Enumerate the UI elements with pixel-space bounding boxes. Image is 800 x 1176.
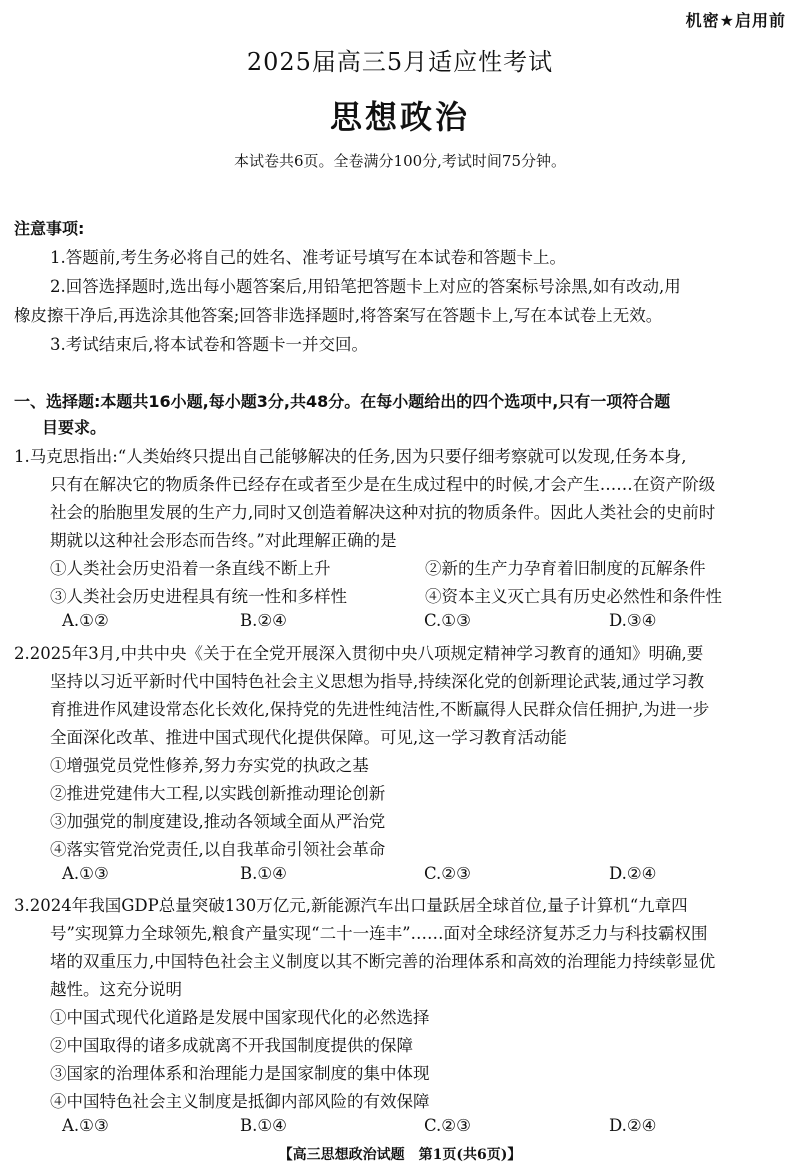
q1-choice-d: D.③④ xyxy=(609,611,657,630)
notice-item-3: 3.考试结束后,将本试卷和答题卡一并交回。 xyxy=(50,335,368,354)
section-heading-line-1: 一、选择题:本题共16小题,每小题3分,共48分。在每小题给出的四个选项中,只有一项符合题 xyxy=(14,392,671,411)
section-heading-line-2: 目要求。 xyxy=(42,418,107,437)
q1-statement-3: ③人类社会历史进程具有统一性和多样性 xyxy=(50,587,347,606)
exam-title: 2025届高三5月适应性考试 xyxy=(246,48,554,76)
exam-info: 本试卷共6页。全卷满分100分,考试时间75分钟。 xyxy=(233,152,567,170)
q1-stem-line-3: 社会的胎胞里发展的生产力,同时又创造着解决这种对抗的物质条件。因此人类社会的史前时 xyxy=(50,503,716,522)
subject-title: 思想政治 xyxy=(329,98,470,136)
q2-stem-line-2: 坚持以习近平新时代中国特色社会主义思想为指导,持续深化党的创新理论武装,通过学习教 xyxy=(50,672,704,691)
q3-choice-b: B.①④ xyxy=(240,1116,287,1135)
q2-choice-c: C.②③ xyxy=(424,864,471,883)
q2-choice-d: D.②④ xyxy=(609,864,657,883)
q2-statement-2: ②推进党建伟大工程,以实践创新推动理论创新 xyxy=(50,784,386,803)
q3-choice-a: A.①③ xyxy=(62,1116,109,1135)
q3-statement-4: ④中国特色社会主义制度是抵御内部风险的有效保障 xyxy=(50,1092,430,1111)
q1-stem-line-2: 只有在解决它的物质条件已经存在或者至少是在生成过程中的时候,才会产生……在资产阶级 xyxy=(50,475,716,494)
q1-stem-line-1: 1.马克思指出:“人类始终只提出自己能够解决的任务,因为只要仔细考察就可以发现,任务本身, xyxy=(14,447,687,466)
notice-item-2-line-1: 2.回答选择题时,选出每小题答案后,用铅笔把答题卡上对应的答案标号涂黑,如有改动,用 xyxy=(50,277,681,296)
notice-item-1: 1.答题前,考生务必将自己的姓名、准考证号填写在本试卷和答题卡上。 xyxy=(50,248,566,267)
q1-choice-c: C.①③ xyxy=(424,611,471,630)
q3-choice-d: D.②④ xyxy=(609,1116,657,1135)
q2-stem-line-1: 2.2025年3月,中共中央《关于在全党开展深入贯彻中央八项规定精神学习教育的通知》明确,要 xyxy=(14,644,704,663)
q3-stem-line-4: 越性。这充分说明 xyxy=(50,980,182,999)
classified-label: 机密★启用前 xyxy=(685,11,786,30)
q1-statement-2: ②新的生产力孕育着旧制度的瓦解条件 xyxy=(425,559,706,578)
q3-choice-c: C.②③ xyxy=(424,1116,471,1135)
q3-stem-line-2: 号”实现算力全球领先,粮食产量实现“二十一连丰”……面对全球经济复苏乏力与科技霸权围 xyxy=(50,924,708,943)
q2-statement-3: ③加强党的制度建设,推动各领域全面从严治党 xyxy=(50,812,386,831)
notice-item-2-line-2: 橡皮擦干净后,再选涂其他答案;回答非选择题时,将答案写在答题卡上,写在本试卷上无效。 xyxy=(14,306,663,325)
q3-stem-line-3: 堵的双重压力,中国特色社会主义制度以其不断完善的治理体系和高效的治理能力持续彰显优 xyxy=(50,952,716,971)
q1-choice-a: A.①② xyxy=(62,611,109,630)
q3-stem-line-1: 3.2024年我国GDP总量突破130万亿元,新能源汽车出口量跃居全球首位,量子计算机“九章四 xyxy=(14,896,688,915)
page-footer: 【高三思想政治试题 第1页(共6页)】 xyxy=(278,1147,522,1163)
q1-statement-4: ④资本主义灭亡具有历史必然性和条件性 xyxy=(425,587,722,606)
q2-choice-a: A.①③ xyxy=(62,864,109,883)
q1-choice-b: B.②④ xyxy=(240,611,287,630)
q2-statement-1: ①增强党员党性修养,努力夯实党的执政之基 xyxy=(50,756,369,775)
notice-heading: 注意事项: xyxy=(14,219,85,238)
q3-statement-1: ①中国式现代化道路是发展中国家现代化的必然选择 xyxy=(50,1008,430,1027)
q2-stem-line-3: 育推进作风建设常态化长效化,保持党的先进性纯洁性,不断赢得人民群众信任拥护,为进一步 xyxy=(50,700,710,719)
q1-statement-1: ①人类社会历史沿着一条直线不断上升 xyxy=(50,559,331,578)
q1-stem-line-4: 期就以这种社会形态而告终。”对此理解正确的是 xyxy=(50,531,397,550)
q3-statement-3: ③国家的治理体系和治理能力是国家制度的集中体现 xyxy=(50,1064,430,1083)
q3-statement-2: ②中国取得的诸多成就离不开我国制度提供的保障 xyxy=(50,1036,413,1055)
q2-statement-4: ④落实管党治党责任,以自我革命引领社会革命 xyxy=(50,840,386,859)
q2-choice-b: B.①④ xyxy=(240,864,287,883)
q2-stem-line-4: 全面深化改革、推进中国式现代化提供保障。可见,这一学习教育活动能 xyxy=(50,728,567,747)
